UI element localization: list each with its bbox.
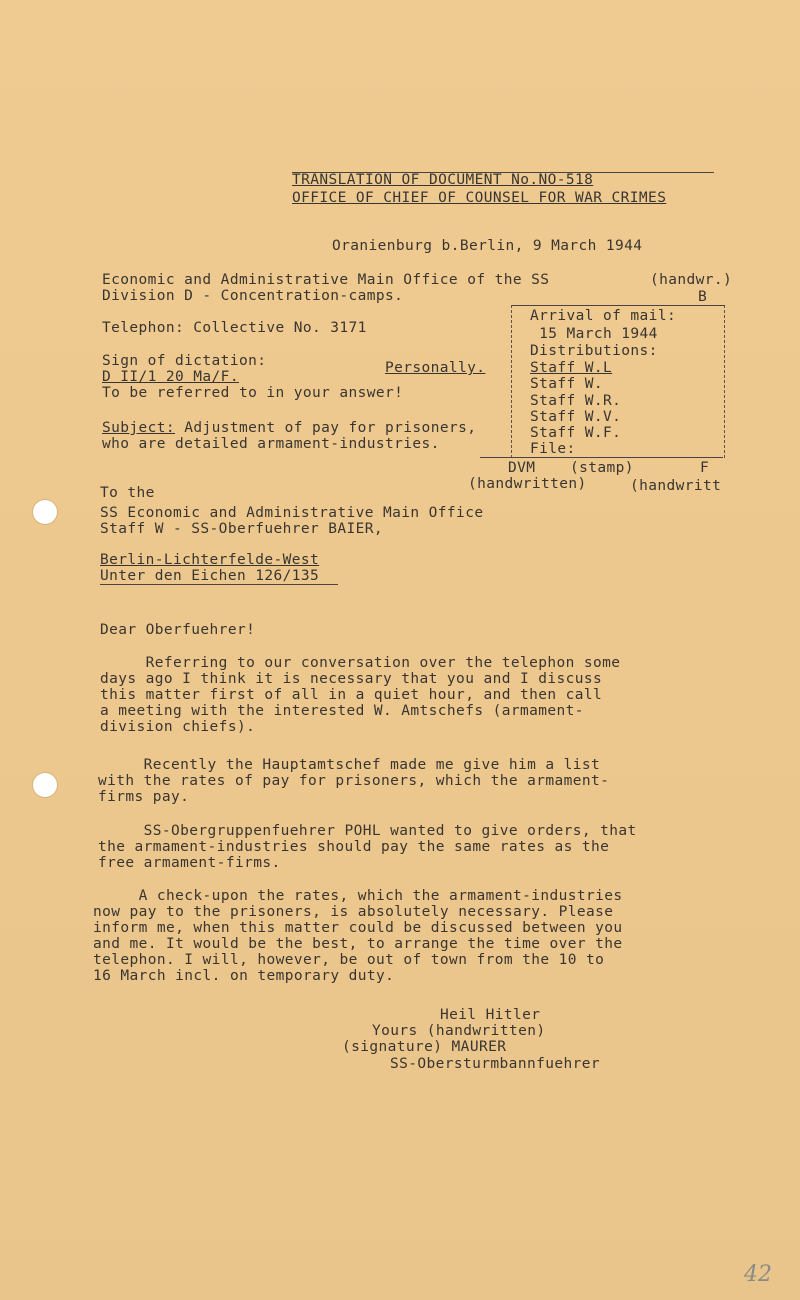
paragraph-line: with the rates of pay for prisoners, which the armament- <box>98 773 610 789</box>
personally-note: Personally. <box>385 360 486 376</box>
paragraph-line: inform me, when this matter could be discussed between you <box>93 920 623 936</box>
stamp-line: Staff W.R. <box>530 393 622 409</box>
document-title: TRANSLATION OF DOCUMENT No.NO-518 <box>292 172 594 188</box>
place-date: Oranienburg b.Berlin, 9 March 1944 <box>332 238 643 254</box>
handwritten-note: (handwr.) <box>650 272 733 288</box>
paragraph-line: free armament-firms. <box>98 855 281 871</box>
recipient-line2: Staff W - SS-Oberfuehrer BAIER, <box>100 521 384 537</box>
telephone-line: Telephon: Collective No. 3171 <box>102 320 367 336</box>
stamp-line: Staff W.V. <box>530 409 622 425</box>
stamp-dvm: DVM <box>508 460 536 476</box>
paragraph-line: this matter first of all in a quiet hour, and then call <box>100 687 603 703</box>
recipient-city: Berlin-Lichterfelde-West <box>100 552 320 568</box>
paragraph-line: and me. It would be the best, to arrange the time over the <box>93 936 623 952</box>
sender-line1: Economic and Administrative Main Office of the SS <box>102 272 550 288</box>
paragraph-line: Referring to our conversation over the telephon some <box>100 655 621 671</box>
paragraph-line: A check-upon the rates, which the armament-industries <box>93 888 623 904</box>
paragraph-line: the armament-industries should pay the same rates as the <box>98 839 610 855</box>
stamp-bottom-rule <box>480 457 723 458</box>
closing-rank: SS-Obersturmbannfuehrer <box>390 1056 600 1072</box>
paragraph-line: a meeting with the interested W. Amtschefs (armament- <box>100 703 584 719</box>
subject-line2: who are detailed armament-industries. <box>102 436 440 452</box>
stamp-line: 15 March 1944 <box>530 326 658 342</box>
handwritten-letter-b: B <box>698 289 708 305</box>
stamp-label: (stamp) <box>570 460 634 476</box>
page-number: 42 <box>744 1262 772 1287</box>
paragraph-line: Recently the Hauptamtschef made me give him a list <box>98 757 601 773</box>
closing-greeting: Heil Hitler <box>440 1007 541 1023</box>
paragraph-line: days ago I think it is necessary that you and I discuss <box>100 671 603 687</box>
recipient-street: Unter den Eichen 126/135 <box>100 568 320 584</box>
stamp-letter-f: F <box>700 460 710 476</box>
closing-signature: (signature) MAURER <box>342 1039 507 1055</box>
paragraph-line: 16 March incl. on temporary duty. <box>93 968 395 984</box>
recipient-underline <box>100 584 338 585</box>
stamp-line: Staff W.F. <box>530 425 622 441</box>
paragraph-line: now pay to the prisoners, is absolutely necessary. Please <box>93 904 614 920</box>
sender-line2: Division D - Concentration-camps. <box>102 288 404 304</box>
salutation: Dear Oberfuehrer! <box>100 622 256 638</box>
paragraph-line: telephon. I will, however, be out of town from the 10 to <box>93 952 605 968</box>
subject-text: Adjustment of pay for prisoners, <box>184 420 477 436</box>
recipient-to: To the <box>100 485 155 501</box>
paragraph-line: SS-Obergruppenfuehrer POHL wanted to give orders, that <box>98 823 637 839</box>
stamp-line: Staff W.L <box>530 360 613 376</box>
handwritten-note: (handwritt <box>630 478 722 494</box>
closing-yours: Yours (handwritten) <box>372 1023 546 1039</box>
dictation-label: Sign of dictation: <box>102 353 267 369</box>
paragraph-line: firms pay. <box>98 789 190 805</box>
recipient-line1: SS Economic and Administrative Main Office <box>100 505 484 521</box>
punch-hole-top <box>32 499 58 525</box>
stamp-line: Arrival of mail: <box>530 308 677 324</box>
handwritten-note: (handwritten) <box>468 476 587 492</box>
dictation-value: D II/1 20 Ma/F. <box>102 369 239 385</box>
stamp-line: File: <box>530 441 576 457</box>
stamp-line: Distributions: <box>530 343 658 359</box>
paragraph-line: division chiefs). <box>100 719 256 735</box>
subject-label: Subject: <box>102 420 176 436</box>
subject-line1 <box>102 420 476 436</box>
refer-note: To be referred to in your answer! <box>102 385 404 401</box>
stamp-line: Staff W. <box>530 376 604 392</box>
punch-hole-bottom <box>32 772 58 798</box>
office-title: OFFICE OF CHIEF OF COUNSEL FOR WAR CRIMES <box>292 190 667 206</box>
